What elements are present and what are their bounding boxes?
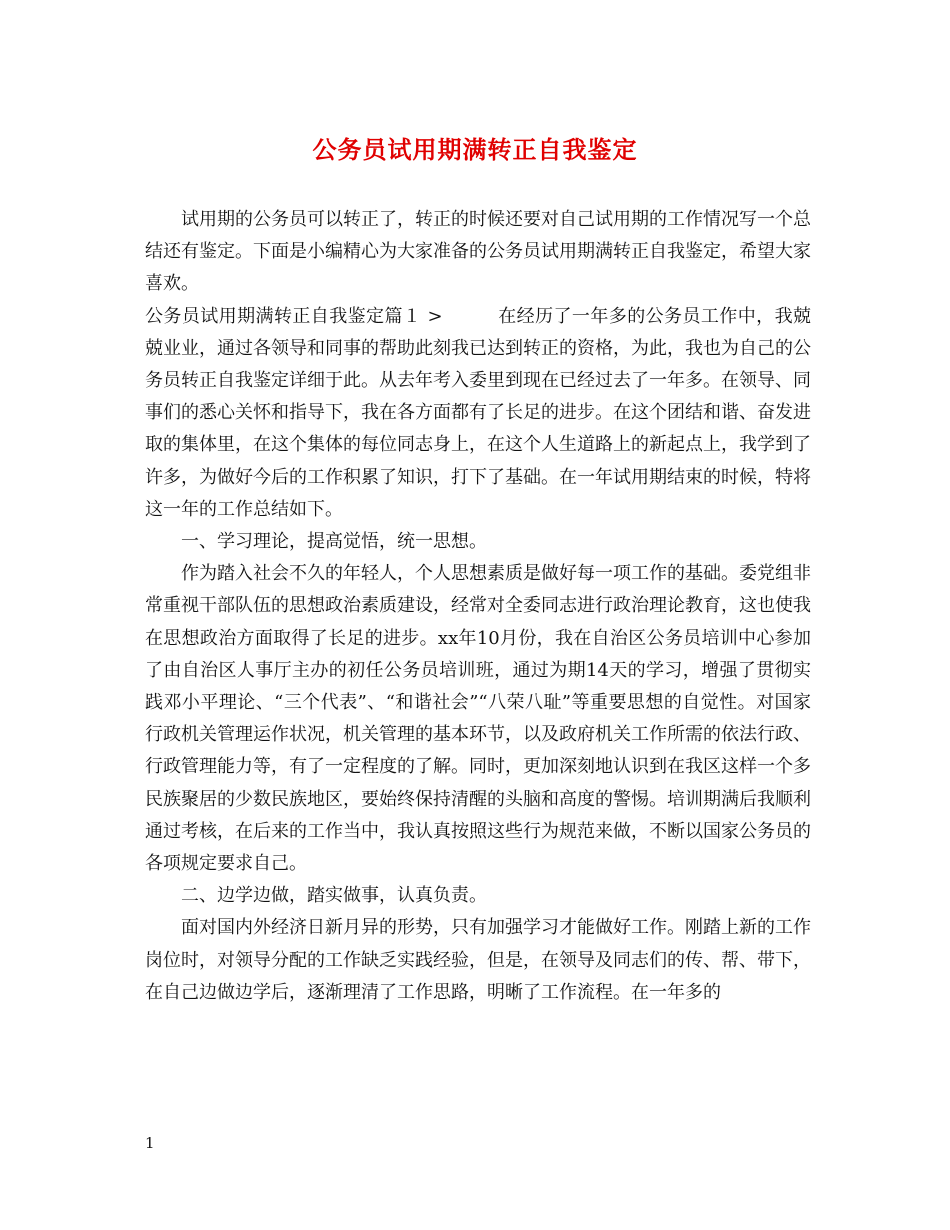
intro-paragraph: 试用期的公务员可以转正了，转正的时候还要对自己试用期的工作情况写一个总结还有鉴定。下面是小编精心为大家准备的公务员试用期满转正自我鉴定，希望大家喜欢。 (145, 209, 811, 295)
document-title: 公务员试用期满转正自我鉴定 (312, 135, 638, 164)
section-paragraph-1: 公务员试用期满转正自我鉴定篇１ > 在经历了一年多的公务员工作中，我兢兢业业，通过各领导和同事的帮助此刻我已达到转正的资格，为此，我也为自己的公务员转正自我鉴定详细于此。从去年考入委里到现在已经过去了一年多。在领导、同事们的悉心关怀和指导下，我在各方面都有了长足的进步。在这个团结和谐、奋发进取的集体里，在这个集体的每位同志身上，在这个人生道路上的新起点上，我学到了许多，为做好今后的工作积累了知识，打下了基础。在一年试用期结束的时候，特将这一年的工作总结如下。 (145, 305, 811, 520)
heading-two: 二、边学边做，踏实做事，认真负责。 (181, 885, 487, 907)
paragraph-learning-by-doing: 面对国内外经济日新月异的形势，只有加强学习才能做好工作。刚踏上新的工作岗位时，对领导分配的工作缺乏实践经验，但是，在领导及同志们的传、帮、带下，在自己边做边学后，逐渐理清了工作思路，明晰了工作流程。在一年多的 (145, 917, 811, 1003)
heading-one: 一、学习理论，提高觉悟，统一思想。 (181, 531, 487, 553)
page-number: 1 (145, 1134, 155, 1152)
paragraph-study-theory: 作为踏入社会不久的年轻人，个人思想素质是做好每一项工作的基础。委党组非常重视干部队伍的思想政治素质建设，经常对全委同志进行政治理论教育，这也使我在思想政治方面取得了长足的进步。xx年10月份，我在自治区公务员培训中心参加了由自治区人事厅主办的初任公务员培训班，通过为期14天的学习，增强了贯彻实践邓小平理论、“三个代表”、“和谐社会”“八荣八耻”等重要思想的自觉性。对国家行政机关管理运作状况，机关管理的基本环节，以及政府机关工作所需的依法行政、行政管理能力等，有了一定程度的了解。同时，更加深刻地认识到在我区这样一个多民族聚居的少数民族地区，要始终保持清醒的头脑和高度的警惕。培训期满后我顺利通过考核，在后来的工作当中，我认真按照这些行为规范来做，不断以国家公务员的各项规定要求自己。 (145, 563, 811, 875)
document-body (145, 204, 811, 1009)
